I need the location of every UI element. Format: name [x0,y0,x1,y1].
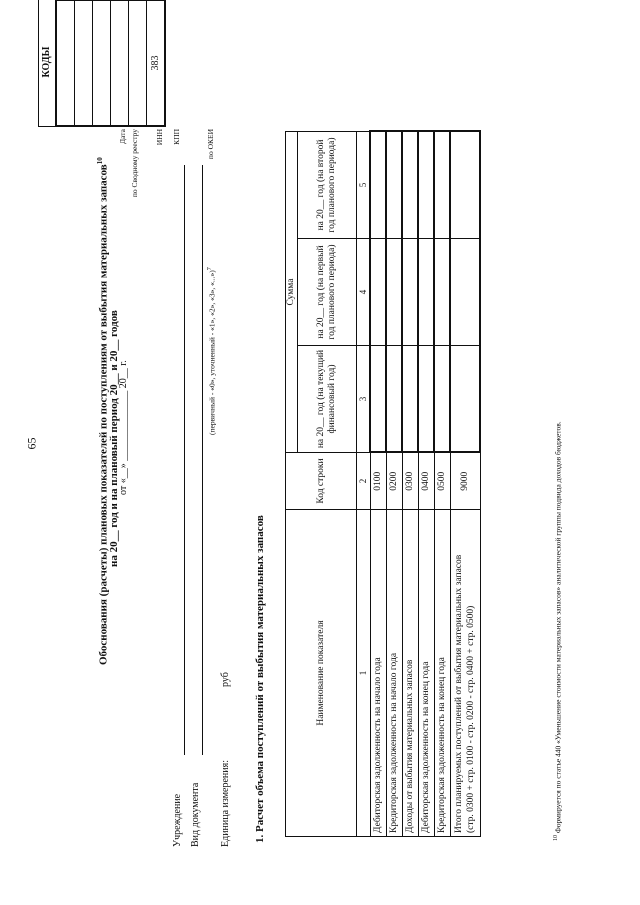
code-label-inn: ИНН [155,129,164,146]
col-number: 5 [357,132,371,239]
code-cell-inn[interactable] [93,1,111,125]
doc-type-line [202,165,203,755]
table-total-row [450,132,480,837]
code-cell-date[interactable] [57,1,75,125]
row-name: Дебиторская задолженность на начало года [370,510,386,837]
header-sum-current: на 20__ год (на текущий финансовый год) [298,346,357,453]
unit-value: руб [220,672,231,687]
code-cell-registry[interactable] [75,1,93,125]
materials-table [285,131,481,838]
codes-cells [55,0,166,127]
header-sum-first: на 20__ год (на первый год планового периода) [298,239,357,346]
table-row [386,132,402,837]
codes-table-wrap [38,0,166,127]
row-name: Кредиторская задолженность на конец года [434,510,450,837]
value-cell[interactable] [370,239,386,346]
table-row [434,132,450,837]
table-row [370,132,386,837]
value-cell[interactable] [370,346,386,453]
value-cell[interactable] [386,346,402,453]
row-name: Дебиторская задолженность на конец года [418,510,434,837]
code-label-registry: по Сводному реестру [130,129,139,198]
code-label-kpp: КПП [172,129,181,145]
table-row [402,132,418,837]
total-value-cell[interactable] [450,239,480,346]
institution-line [184,165,185,755]
total-name: Итого планируемых поступлений от выбытия материальных запасов (стр. 0300 + стр. 0100 - стр. 0200 - стр. 0400 + стр. 0500) [450,510,480,837]
value-cell[interactable] [418,346,434,453]
row-code: 0500 [434,453,450,510]
footnote: $^{10}$ Формируется по статье 440 «Уменьшение стоимости материальных запасов» аналитической группы подвида доходов бюджетов. [553,421,563,841]
col-number: 2 [357,453,371,510]
value-cell[interactable] [402,346,418,453]
value-cell[interactable] [386,239,402,346]
col-number: 4 [357,239,371,346]
header-sum-second: на 20__ год (на второй год планового периода) [298,132,357,239]
row-code: 0200 [386,453,402,510]
value-cell[interactable] [418,239,434,346]
col-number: 1 [357,510,371,837]
code-cell-blank[interactable] [129,1,147,125]
value-cell[interactable] [386,132,402,239]
value-cell[interactable] [434,132,450,239]
header-name: Наименование показателя [286,510,357,837]
section-title: 1. Расчет объема поступлений от выбытия материальных запасов [254,515,266,843]
codes-header: КОДЫ [38,0,55,127]
row-name: Доходы от выбытия материальных запасов [402,510,418,837]
doc-type-hint: (первичный - «0», уточненный - «1», «2», «3», «...»)$^7$ [207,267,217,435]
value-cell[interactable] [418,132,434,239]
code-cell-okei[interactable]: 383 [150,55,161,71]
value-cell[interactable] [434,239,450,346]
institution-label: Учреждение [172,793,183,847]
page-number: 65 [24,437,39,450]
code-cell-kpp[interactable] [111,1,129,125]
value-cell[interactable] [370,132,386,239]
code-label-okei: по ОКЕИ [206,129,215,160]
value-cell[interactable] [402,132,418,239]
header-code: Код строки [286,453,357,510]
total-code: 9000 [450,453,480,510]
doc-type-label: Вид документа [190,782,201,847]
value-cell[interactable] [434,346,450,453]
row-code: 0400 [418,453,434,510]
document-date: от «__» ______________ 20__ г. [118,360,129,495]
document-title: Обоснования (расчеты) плановых показателей по поступлениям от выбытия материальных запасов$^{10}$ [96,157,110,665]
row-name: Кредиторская задолженность на начало года [386,510,402,837]
total-value-cell[interactable] [450,346,480,453]
total-value-cell[interactable] [450,132,480,239]
row-code: 0100 [370,453,386,510]
header-sum: Сумма [286,132,298,453]
row-code: 0300 [402,453,418,510]
table-row [418,132,434,837]
value-cell[interactable] [402,239,418,346]
document-period: на 20__ год и на плановый период 20__ и 20__ годов [108,310,120,567]
col-number: 3 [357,346,371,453]
unit-label: Единица измерения: [220,760,231,847]
code-label-date: Дата [118,129,127,144]
